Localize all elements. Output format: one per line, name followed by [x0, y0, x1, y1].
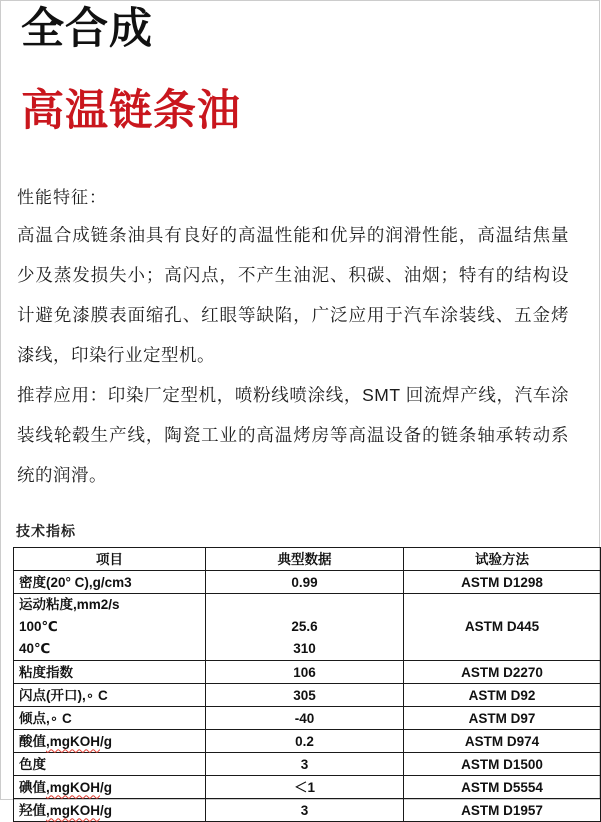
table-row-viscosity	[14, 594, 601, 661]
item-text-spellcheck: ,mgKOH	[46, 733, 100, 749]
row-value: 3	[206, 799, 404, 822]
row-value: 305	[206, 684, 404, 707]
applications-paragraph	[17, 375, 569, 495]
tech-specs-table	[13, 547, 601, 822]
row-method: ASTM D1957	[404, 799, 601, 822]
row-method	[404, 594, 601, 661]
row-method: ASTM D5554	[404, 776, 601, 799]
row-item	[14, 776, 206, 799]
viscosity-value-blank	[211, 594, 398, 616]
features-paragraph	[17, 215, 569, 375]
item-text-spellcheck: ,mgKOH	[46, 779, 100, 795]
viscosity-method: ASTM D445	[464, 619, 540, 634]
header-item: 项目	[14, 548, 206, 571]
table-header-row	[14, 548, 601, 571]
features-line: 漆线，印染行业定型机。	[17, 345, 215, 365]
viscosity-method-blank	[409, 594, 595, 616]
table-row	[14, 707, 601, 730]
item-text: /g	[100, 733, 112, 749]
viscosity-label: 运动粘度,mm2/s	[19, 597, 120, 612]
table-row	[14, 661, 601, 684]
features-line: 高温合成链条油具有良好的高温性能和优异的润滑性能，高温结焦量	[17, 225, 569, 245]
row-value: 3	[206, 753, 404, 776]
row-item	[14, 799, 206, 822]
viscosity-value-40: 310	[293, 641, 316, 656]
viscosity-temp-100: 100℃	[19, 619, 58, 634]
row-value: ＜1	[206, 776, 404, 799]
viscosity-temp-40: 40℃	[19, 641, 51, 656]
row-value	[206, 594, 404, 661]
row-method: ASTM D92	[404, 684, 601, 707]
row-method: ASTM D1500	[404, 753, 601, 776]
table-row	[14, 571, 601, 594]
row-value: 0.99	[206, 571, 404, 594]
row-method: ASTM D2270	[404, 661, 601, 684]
row-method: ASTM D97	[404, 707, 601, 730]
table-row	[14, 684, 601, 707]
row-item	[14, 730, 206, 753]
tech-specs-heading: 技术指标	[16, 523, 76, 539]
item-text: 酸值	[19, 733, 46, 749]
row-value: 106	[206, 661, 404, 684]
item-text: /g	[100, 779, 112, 795]
row-item: 密度(20° C),g/cm3	[14, 571, 206, 594]
row-item: 倾点,∘ C	[14, 707, 206, 730]
table-row	[14, 753, 601, 776]
product-title-line2: 高温链条油	[21, 87, 241, 135]
features-line: 少及蒸发损失小；高闪点，不产生油泥、积碳、油烟；特有的结构设	[17, 265, 569, 285]
table-row	[14, 776, 601, 799]
viscosity-method-blank	[409, 638, 595, 660]
row-item: 粘度指数	[14, 661, 206, 684]
row-value: -40	[206, 707, 404, 730]
row-item	[14, 594, 206, 661]
features-heading: 性能特征：	[17, 188, 107, 207]
item-text: 碘值	[19, 779, 46, 795]
item-text: 羟值	[19, 802, 46, 818]
product-title-line1: 全合成	[21, 5, 153, 53]
features-line: 计避免漆膜表面缩孔、红眼等缺陷，广泛应用于汽车涂装线、五金烤	[17, 305, 569, 325]
header-typical-value: 典型数据	[206, 548, 404, 571]
applications-line: 统的润滑。	[17, 465, 107, 485]
row-item: 闪点(开口),∘ C	[14, 684, 206, 707]
applications-line: 推荐应用：印染厂定型机，喷粉线喷涂线，SMT 回流焊产线，汽车涂	[17, 385, 569, 405]
row-item: 色度	[14, 753, 206, 776]
table-row	[14, 730, 601, 753]
viscosity-value-100: 25.6	[291, 619, 318, 634]
item-text-spellcheck: ,mgKOH	[46, 802, 100, 818]
header-test-method: 试验方法	[404, 548, 601, 571]
row-value: 0.2	[206, 730, 404, 753]
applications-line: 装线轮毂生产线，陶瓷工业的高温烤房等高温设备的链条轴承转动系	[17, 425, 569, 445]
table-row	[14, 799, 601, 822]
item-text: /g	[100, 802, 112, 818]
row-method: ASTM D1298	[404, 571, 601, 594]
row-method: ASTM D974	[404, 730, 601, 753]
